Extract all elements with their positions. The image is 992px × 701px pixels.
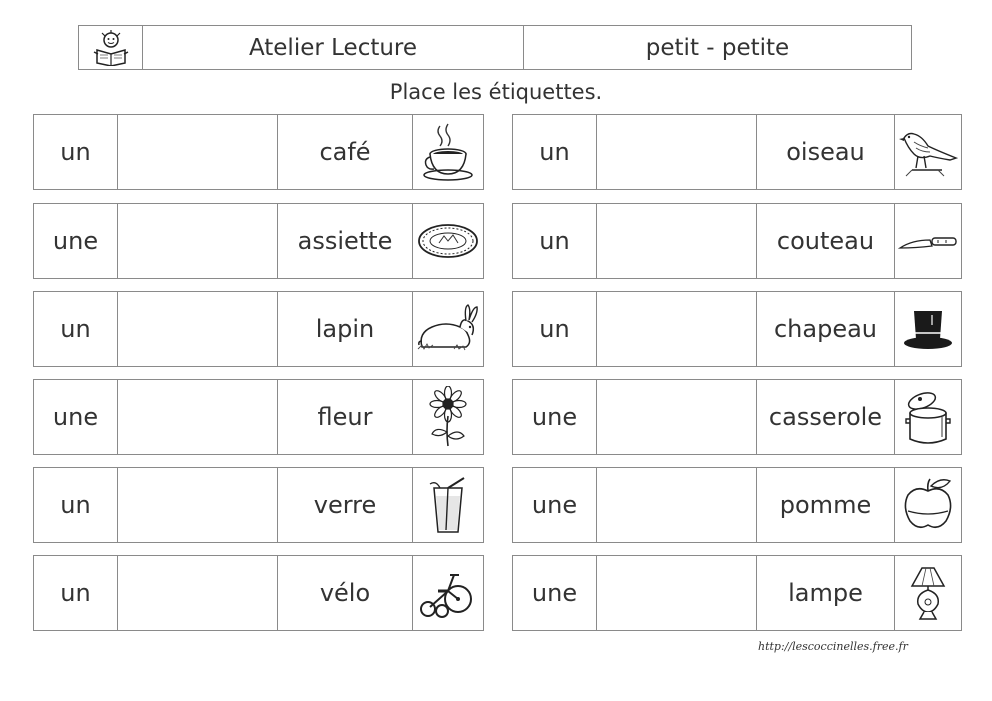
table-row	[33, 467, 484, 543]
workshop-title: Atelier Lecture	[143, 26, 524, 69]
word-cell: oiseau	[756, 115, 894, 189]
header-logo-cell	[79, 26, 143, 69]
word-cell: café	[277, 115, 412, 189]
flower-icon	[428, 386, 468, 448]
answer-blank[interactable]	[117, 468, 277, 542]
article-cell: une	[52, 403, 99, 431]
table-row	[512, 114, 962, 190]
table-row	[33, 555, 484, 631]
tricycle-icon	[418, 567, 478, 619]
answer-blank[interactable]	[117, 380, 277, 454]
table-row	[33, 203, 484, 279]
answer-blank[interactable]	[117, 115, 277, 189]
article-cell: une	[531, 579, 578, 607]
apple-icon	[902, 477, 954, 533]
knife-icon	[898, 226, 958, 256]
table-row	[512, 555, 962, 631]
picture-cell	[412, 468, 483, 542]
article-cell: un	[60, 315, 91, 343]
table-row	[512, 203, 962, 279]
table-row	[33, 291, 484, 367]
answer-blank[interactable]	[596, 380, 756, 454]
word-cell: couteau	[756, 204, 894, 278]
saucepan-icon	[904, 387, 952, 447]
lamp-icon	[908, 564, 948, 622]
table-row	[33, 114, 484, 190]
article-cell: un	[60, 491, 91, 519]
picture-cell	[894, 556, 961, 630]
article-cell: un	[60, 138, 91, 166]
answer-blank[interactable]	[596, 204, 756, 278]
plate-icon	[417, 221, 479, 261]
word-cell: lapin	[277, 292, 412, 366]
article-cell: une	[52, 227, 99, 255]
article-cell: un	[60, 579, 91, 607]
header-table	[78, 25, 912, 70]
answer-blank[interactable]	[117, 292, 277, 366]
article-cell: une	[531, 491, 578, 519]
instruction-text: Place les étiquettes.	[389, 80, 603, 104]
article-cell: un	[539, 138, 570, 166]
picture-cell	[412, 115, 483, 189]
picture-cell	[412, 292, 483, 366]
coffee-cup-icon	[420, 122, 476, 182]
picture-cell	[894, 468, 961, 542]
word-cell: vélo	[277, 556, 412, 630]
picture-cell	[412, 204, 483, 278]
picture-cell	[894, 204, 961, 278]
table-row	[33, 379, 484, 455]
child-reading-book-icon	[91, 30, 131, 66]
table-row	[512, 379, 962, 455]
answer-blank[interactable]	[117, 204, 277, 278]
word-cell: lampe	[756, 556, 894, 630]
picture-cell	[412, 556, 483, 630]
article-cell: une	[531, 403, 578, 431]
word-cell: verre	[277, 468, 412, 542]
glass-with-straw-icon	[426, 474, 470, 536]
bird-icon	[898, 124, 958, 180]
word-cell: assiette	[277, 204, 412, 278]
source-url: http://lescoccinelles.free.fr	[758, 640, 908, 653]
picture-cell	[894, 380, 961, 454]
word-cell: chapeau	[756, 292, 894, 366]
article-cell: un	[539, 315, 570, 343]
answer-blank[interactable]	[596, 115, 756, 189]
answer-blank[interactable]	[596, 468, 756, 542]
answer-blank[interactable]	[596, 292, 756, 366]
top-hat-icon	[902, 307, 954, 351]
picture-cell	[412, 380, 483, 454]
word-cell: pomme	[756, 468, 894, 542]
picture-cell	[894, 115, 961, 189]
table-row	[512, 467, 962, 543]
word-cell: casserole	[756, 380, 894, 454]
rabbit-icon	[416, 303, 480, 355]
picture-cell	[894, 292, 961, 366]
answer-blank[interactable]	[117, 556, 277, 630]
answer-blank[interactable]	[596, 556, 756, 630]
article-cell: un	[539, 227, 570, 255]
table-row	[512, 291, 962, 367]
word-cell: fleur	[277, 380, 412, 454]
lesson-topic: petit - petite	[645, 34, 790, 61]
